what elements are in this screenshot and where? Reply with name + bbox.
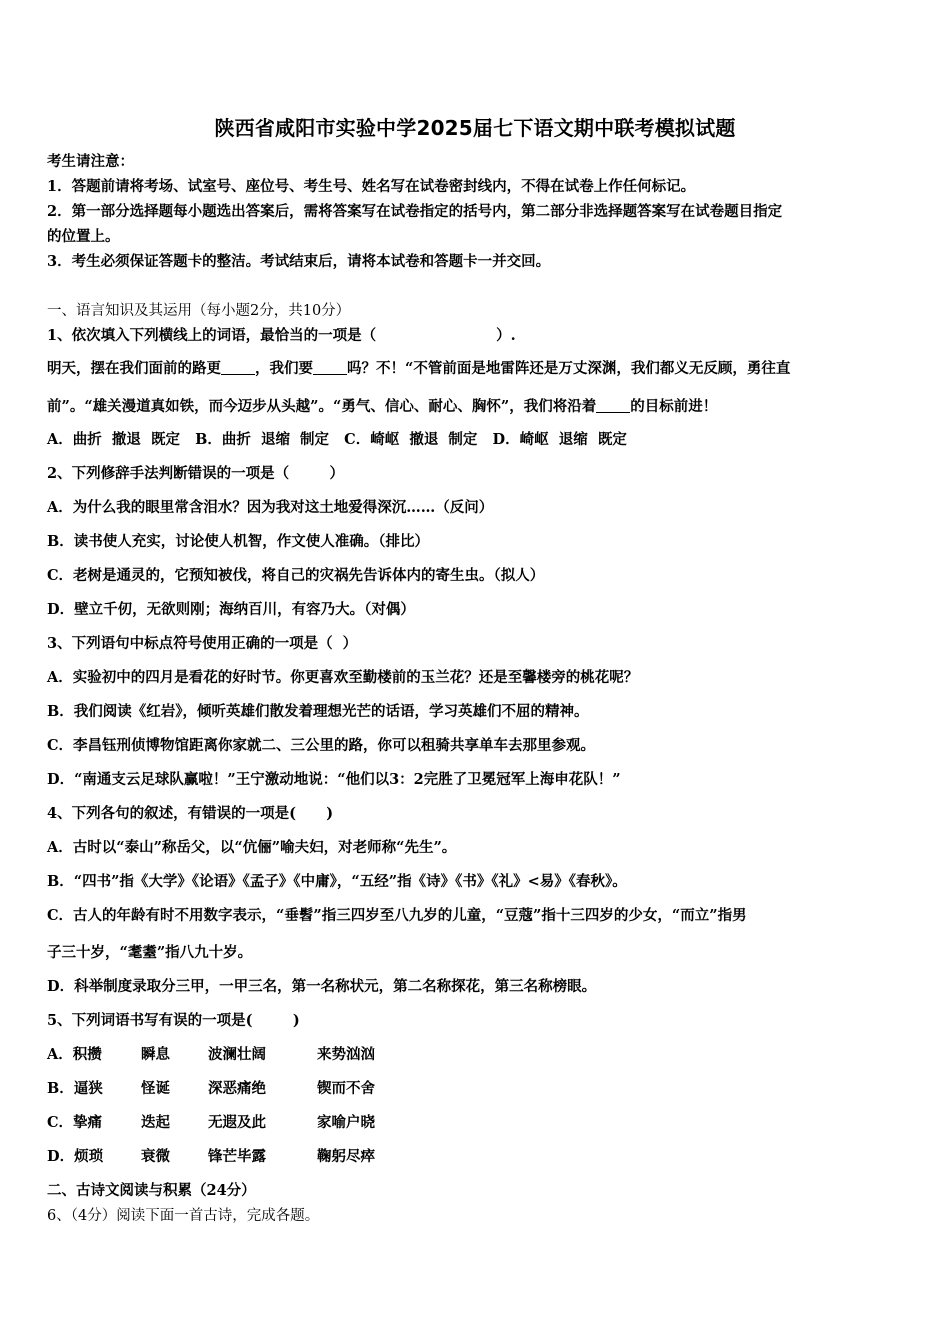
passage-text: 前”。“雄关漫道真如铁，而今迈步从头越”。“勇气、信心、耐心、胸怀”，我们将沿着 [47, 398, 597, 415]
word-cell: C．挚痛 [47, 1114, 103, 1131]
answer-option: B．“四书”指《大学》《论语》《孟子》《中庸》，“五经”指《诗》《书》《礼》<易》《春秋》。 [47, 873, 627, 890]
question-stem: 5、下列词语书写有误的一项是( ) [47, 1012, 300, 1029]
word-cell: 衰微 [141, 1148, 170, 1165]
word-cell: D．烦琐 [47, 1148, 104, 1165]
notice-item: 3．考生必须保证答题卡的整洁。考试结束后，请将本试卷和答题卡一并交回。 [47, 253, 551, 270]
section-heading: 二、古诗文阅读与积累（24分） [47, 1182, 256, 1199]
passage-text: ，我们要 [255, 360, 313, 377]
question-stem: 4、下列各句的叙述，有错误的一项是( ) [47, 805, 334, 822]
answer-option: C．老树是通灵的，它预知被伐，将自己的灾祸先告诉体内的寄生虫。（拟人） [47, 567, 545, 584]
question-stem [47, 326, 907, 346]
notice-item: 2．第一部分选择题每小题选出答案后，需将答案写在试卷指定的括号内，第二部分非选择题答案写在试卷题目指定 [47, 203, 783, 220]
answer-option: D．“南通支云足球队赢啦！”王宁激动地说：“他们以3：2完胜了卫冕冠军上海申花队！” [47, 771, 621, 788]
word-cell: 鞠躬尽瘁 [317, 1148, 375, 1165]
word-cell: 家喻户晓 [317, 1114, 375, 1131]
section-heading: 一、语言知识及其运用（每小题2分，共10分） [47, 303, 351, 319]
question-stem-part: ）. [496, 327, 516, 344]
answer-option: B．我们阅读《红岩》，倾听英雄们散发着理想光芒的话语，学习英雄们不屈的精神。 [47, 703, 589, 720]
passage-text: 明天，摆在我们面前的路更 [47, 360, 221, 377]
answer-option: C．李昌钰刑侦博物馆距离你家就二、三公里的路，你可以租骑共享单车去那里参观。 [47, 737, 596, 754]
answer-option: A．实验初中的四月是看花的好时节。你更喜欢至勤楼前的玉兰花？还是至馨楼旁的桃花呢？ [47, 669, 639, 686]
notice-item: 的位置上。 [47, 228, 120, 245]
page-title: 陕西省咸阳市实验中学2025届七下语文期中联考模拟试题 [214, 116, 736, 140]
fill-blank [221, 360, 255, 375]
answer-option: B．读书使人充实，讨论使人机智，作文使人准确。（排比） [47, 533, 430, 550]
answer-option: A．古时以“泰山”称岳父，以“伉俪”喻夫妇，对老师称“先生”。 [47, 839, 457, 856]
answer-option: A．为什么我的眼里常含泪水？因为我对这土地爱得深沉……（反问） [47, 499, 494, 516]
word-cell: 迭起 [141, 1114, 170, 1131]
word-cell: 来势汹汹 [317, 1046, 375, 1063]
word-cell: 锲而不舍 [317, 1080, 375, 1097]
word-cell: 深恶痛绝 [208, 1080, 266, 1097]
notice-item: 1．答题前请将考场、试室号、座位号、考生号、姓名写在试卷密封线内，不得在试卷上作任何标记。 [47, 178, 696, 195]
answer-option: D．科举制度录取分三甲，一甲三名，第一名称状元，第二名称探花，第三名称榜眼。 [47, 978, 597, 995]
passage-text: 吗？不！“不管前面是地雷阵还是万丈深渊，我们都义无反顾，勇往直 [347, 360, 791, 377]
question-stem-part: 1、依次填入下列横线上的词语，最恰当的一项是（ [47, 327, 377, 344]
word-cell: 怪诞 [141, 1080, 170, 1097]
question-stem: 6、（4分）阅读下面一首古诗，完成各题。 [47, 1208, 320, 1224]
word-cell: A．积攒 [47, 1046, 102, 1063]
fill-blank [313, 360, 347, 375]
fill-blank [596, 398, 630, 413]
question-stem: 2、下列修辞手法判断错误的一项是（ ） [47, 465, 344, 482]
word-cell: 波澜壮阔 [208, 1046, 266, 1063]
word-cell: B．逼狭 [47, 1080, 103, 1097]
answer-options: A．曲折 撤退 既定 B．曲折 退缩 制定 C．崎岖 撤退 制定 D．崎岖 退缩 既定 [47, 431, 627, 448]
notice-heading: 考生请注意： [47, 153, 134, 170]
word-cell: 锋芒毕露 [208, 1148, 266, 1165]
question-stem: 3、下列语句中标点符号使用正确的一项是（ ） [47, 635, 358, 652]
word-cell: 瞬息 [141, 1046, 170, 1063]
answer-option: 子三十岁，“耄耋”指八九十岁。 [47, 944, 253, 961]
passage-line [47, 359, 907, 379]
answer-option: D．壁立千仞，无欲则刚；海纳百川，有容乃大。（对偶） [47, 601, 415, 618]
word-cell: 无遐及此 [208, 1114, 266, 1131]
passage-text: 的目标前进！ [630, 398, 718, 415]
passage-line [47, 397, 907, 417]
answer-option: C．古人的年龄有时不用数字表示，“垂髫”指三四岁至八九岁的儿童，“豆蔻”指十三四岁的少女，“而立”指男 [47, 907, 747, 924]
